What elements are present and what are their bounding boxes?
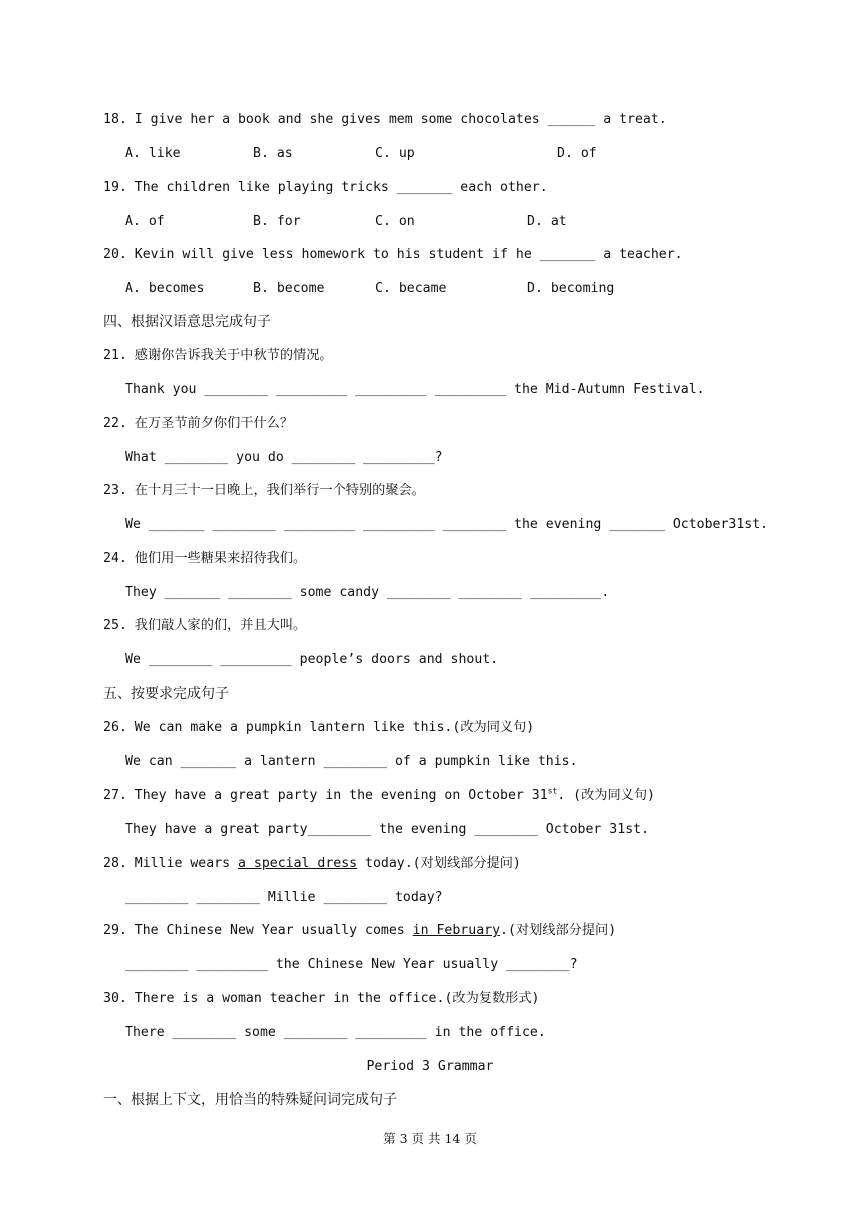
answer-line-21: Thank you ________ _________ _________ _________ the Mid-Autumn Festival.: [125, 382, 705, 397]
answer-line-27: They have a great party________ the evening ________ October 31st.: [125, 822, 650, 837]
question-text: I give her a book and she gives mem some chocolates ______ a treat.: [134, 112, 667, 127]
question-21: [103, 347, 333, 365]
instruction-note: (对划线部分提问): [412, 856, 521, 871]
underlined-phrase: a special dress: [238, 856, 358, 871]
question-20: [103, 246, 683, 264]
question-number: 20.: [103, 247, 127, 262]
period-title: Period 3 Grammar: [366, 1059, 494, 1074]
instruction-note: (改为同义句): [565, 788, 655, 803]
question-number: 24.: [103, 551, 127, 566]
instruction-note: (改为复数形式): [444, 991, 540, 1006]
question-number: 21.: [103, 348, 127, 363]
chinese-prompt: 在万圣节前夕你们干什么？: [134, 416, 294, 431]
underlined-phrase: in February: [412, 923, 501, 938]
question-25: [103, 617, 306, 635]
question-number: 28.: [103, 856, 127, 871]
answer-line-29: ________ _________ the Chinese New Year usually ________?: [125, 957, 578, 972]
chinese-prompt: 感谢你告诉我关于中秋节的情况。: [134, 348, 333, 363]
question-30: [103, 990, 539, 1008]
section-5-heading: 五、按要求完成句子: [103, 686, 229, 702]
question-text: Millie wears: [134, 856, 238, 871]
question-text: There is a woman teacher in the office.: [134, 991, 445, 1006]
question-23: [103, 482, 425, 500]
question-text-end: today.: [357, 856, 413, 871]
option-a: A. becomes: [125, 281, 205, 296]
question-19: [103, 179, 548, 197]
option-d: D. becoming: [527, 281, 615, 296]
question-29: [103, 922, 616, 940]
question-number: 19.: [103, 180, 127, 195]
question-number: 25.: [103, 618, 127, 633]
question-text-end: .: [557, 788, 566, 803]
question-22: [103, 415, 293, 433]
question-18: [103, 111, 667, 129]
option-b: B. for: [253, 214, 301, 229]
question-number: 18.: [103, 112, 127, 127]
question-27: [103, 787, 655, 805]
question-number: 23.: [103, 483, 127, 498]
page-footer: 第 3 页 共 14 页: [383, 1131, 477, 1146]
question-28: [103, 855, 521, 873]
question-number: 29.: [103, 923, 127, 938]
chinese-prompt: 我们敲人家的们，并且大叫。: [134, 618, 307, 633]
answer-line-23: We _______ ________ _________ _________ ________ the evening _______ October31st.: [125, 517, 769, 532]
option-a: A. like: [125, 146, 181, 161]
ordinal-suffix: st: [547, 786, 558, 796]
option-c: C. on: [375, 214, 415, 229]
question-number: 26.: [103, 720, 127, 735]
chinese-prompt: 他们用一些糖果来招待我们。: [134, 551, 307, 566]
question-number: 22.: [103, 416, 127, 431]
section-1-heading: 一、根据上下文，用恰当的特殊疑问词完成句子: [103, 1092, 397, 1108]
question-text: Kevin will give less homework to his student if he _______ a teacher.: [134, 247, 683, 262]
option-b: B. become: [253, 281, 325, 296]
answer-line-26: We can _______ a lantern ________ of a pumpkin like this.: [125, 754, 578, 769]
question-text: They have a great party in the evening on October 31: [134, 788, 548, 803]
option-d: D. at: [527, 214, 567, 229]
option-d: D. of: [557, 146, 597, 161]
chinese-prompt: 在十月三十一日晚上，我们举行一个特别的聚会。: [134, 483, 425, 498]
section-4-heading: 四、根据汉语意思完成句子: [103, 314, 271, 330]
answer-line-25: We ________ _________ people’s doors and shout.: [125, 652, 499, 667]
question-number: 30.: [103, 991, 127, 1006]
question-text: We can make a pumpkin lantern like this.: [134, 720, 453, 735]
answer-line-24: They _______ ________ some candy ________ ________ _________.: [125, 585, 610, 600]
question-number: 27.: [103, 788, 127, 803]
question-text-end: .: [500, 923, 508, 938]
answer-line-22: What ________ you do ________ _________?: [125, 450, 443, 465]
instruction-note: (对划线部分提问): [507, 923, 617, 938]
option-c: C. became: [375, 281, 447, 296]
option-a: A. of: [125, 214, 165, 229]
answer-line-28: ________ ________ Millie ________ today?: [125, 890, 443, 905]
instruction-note: (改为同义句): [452, 720, 535, 735]
question-text: The Chinese New Year usually comes: [134, 923, 413, 938]
question-24: [103, 550, 306, 568]
question-text: The children like playing tricks _______ each other.: [134, 180, 548, 195]
option-b: B. as: [253, 146, 293, 161]
question-26: [103, 719, 534, 737]
answer-line-30: There ________ some ________ _________ in the office.: [125, 1025, 546, 1040]
option-c: C. up: [375, 146, 415, 161]
